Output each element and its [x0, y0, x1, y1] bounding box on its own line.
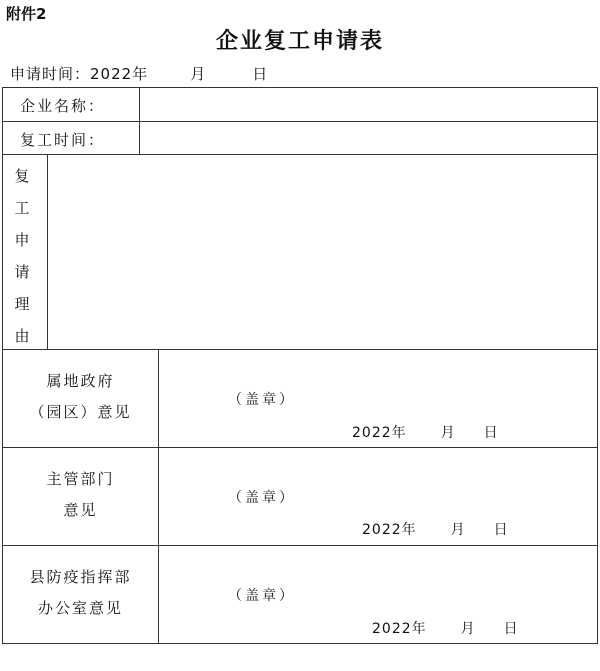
reason-label-char: 工 — [14, 199, 30, 217]
company-name-label: 企业名称： — [20, 97, 106, 115]
resume-reason-field[interactable] — [49, 156, 596, 348]
table-divider — [2, 447, 598, 448]
sign-date-year: 2022年 — [372, 621, 427, 637]
seal-placeholder: （盖章） — [228, 392, 296, 408]
resume-time-label: 复工时间： — [20, 131, 106, 149]
sign-date-month: 月 — [440, 425, 456, 441]
section-label-line: 属地政府 — [46, 372, 115, 390]
sign-date-year: 2022年 — [362, 522, 417, 538]
seal-placeholder: （盖章） — [228, 490, 296, 506]
sign-date — [372, 618, 519, 638]
competent-department-opinion-label — [3, 464, 158, 526]
apply-date-line — [10, 63, 268, 84]
section-label-line: 主管部门 — [46, 470, 115, 488]
table-column-divider — [47, 154, 48, 350]
table-column-divider — [158, 349, 159, 644]
reason-label-char: 复 — [14, 167, 30, 185]
sign-date-day: 日 — [493, 522, 509, 538]
reason-label-char: 由 — [14, 327, 30, 345]
table-divider — [2, 545, 598, 546]
reason-label-char: 申 — [14, 231, 30, 249]
table-divider — [2, 154, 598, 155]
reason-label-char: 请 — [14, 263, 30, 281]
form-title: 企业复工申请表 — [215, 29, 384, 54]
section-label-line: 县防疫指挥部 — [29, 568, 132, 586]
sign-date-day: 日 — [483, 425, 499, 441]
apply-date-year: 2022年 — [90, 65, 149, 83]
apply-date-month: 月 — [190, 65, 207, 83]
sign-date-month: 月 — [460, 621, 476, 637]
table-border-top — [2, 87, 598, 88]
reason-label-char: 理 — [14, 295, 30, 313]
table-divider — [2, 349, 598, 350]
sign-date — [362, 519, 509, 539]
apply-date-day: 日 — [252, 65, 269, 83]
epidemic-hq-opinion-label — [3, 562, 158, 624]
sign-date-day: 日 — [503, 621, 519, 637]
sign-date-year: 2022年 — [352, 425, 407, 441]
sign-date — [352, 422, 499, 442]
table-border-right — [597, 87, 598, 644]
resume-time-field[interactable] — [141, 123, 596, 153]
section-label-line: 意见 — [63, 501, 98, 519]
table-column-divider — [139, 87, 140, 155]
section-label-line: 办公室意见 — [37, 599, 123, 617]
resume-reason-label — [12, 160, 32, 352]
table-divider — [2, 121, 598, 122]
attachment-label: 附件2 — [6, 5, 47, 23]
sign-date-month: 月 — [450, 522, 466, 538]
apply-date-label: 申请时间： — [10, 65, 91, 83]
table-border-bottom — [2, 643, 598, 644]
local-government-opinion-label — [3, 366, 158, 428]
company-name-field[interactable] — [141, 89, 596, 120]
seal-placeholder: （盖章） — [228, 588, 296, 604]
section-label-line: （园区）意见 — [29, 403, 132, 421]
